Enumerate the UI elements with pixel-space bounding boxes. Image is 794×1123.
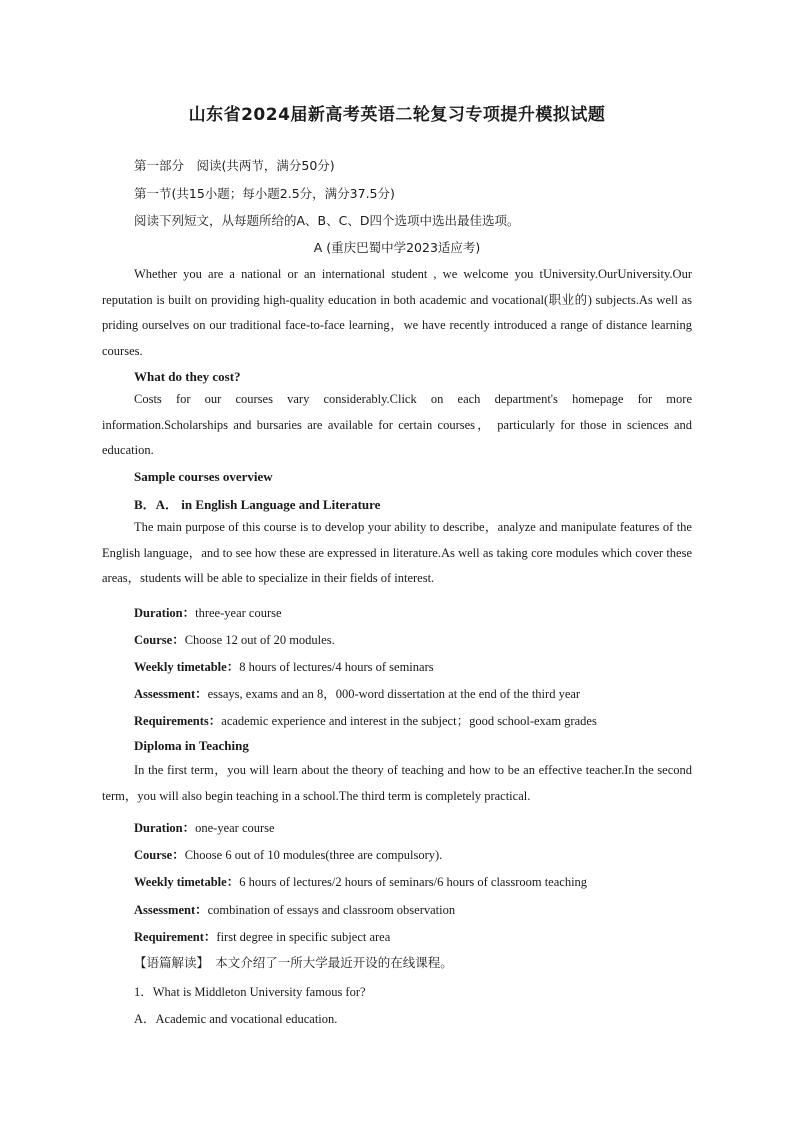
- heading-ba-course: B．A． in English Language and Literature: [134, 497, 381, 512]
- ba-requirements: Requirements：academic experience and interest in the subject；good school-exam grades: [134, 714, 597, 728]
- dip-weekly: Weekly timetable：6 hours of lectures/2 hours of seminars/6 hours of classroom teaching: [134, 875, 588, 889]
- analysis-text: 【语篇解读】 本文介绍了一所大学最近开设的在线课程。: [134, 955, 453, 970]
- paragraph-intro: Whether you are a national or an international student , we welcome you tUniversity.OurUniversity.Our reputation is built on providing high-quality education in both academic and vocational(职业的) subjects.As well as priding ourselves on our traditional face-to-face learning，we have recently introduced a range of distance learning courses.: [102, 267, 692, 358]
- question-1: 1．What is Middleton University famous for?: [134, 985, 366, 999]
- dip-assessment: Assessment：combination of essays and classroom observation: [134, 903, 456, 917]
- instruction-text: 阅读下列短文，从每题所给的A、B、C、D四个选项中选出最佳选项。: [134, 213, 520, 228]
- ba-duration: Duration：three-year course: [134, 606, 282, 620]
- dip-course: Course：Choose 6 out of 10 modules(three are compulsory).: [134, 848, 443, 862]
- part-heading: 第一部分 阅读(共两节，满分50分): [134, 158, 335, 173]
- paragraph-ba: The main purpose of this course is to develop your ability to describe，analyze and manipulate features of the English language，and to see how these are expressed in literature.As well as taking core modules which cover these areas，students will be able to specialize in their fields of interest.: [102, 520, 692, 585]
- ba-weekly: Weekly timetable：8 hours of lectures/4 hours of seminars: [134, 660, 434, 674]
- heading-diploma: Diploma in Teaching: [134, 738, 249, 753]
- ba-course: Course：Choose 12 out of 20 modules.: [134, 633, 335, 647]
- dip-duration: Duration：one-year course: [134, 821, 275, 835]
- heading-cost: What do they cost?: [134, 369, 241, 384]
- passage-label: A (重庆巴蜀中学2023适应考): [313, 240, 481, 255]
- ba-assessment: Assessment：essays, exams and an 8，000-word dissertation at the end of the third year: [134, 687, 581, 701]
- dip-requirement: Requirement：first degree in specific subject area: [134, 930, 391, 944]
- paragraph-diploma: In the first term，you will learn about the theory of teaching and how to be an effective teacher.In the second term，you will also begin teaching in a school.The third term is completely practical.: [102, 763, 692, 803]
- heading-sample-courses: Sample courses overview: [134, 469, 273, 484]
- question-1-option-a: A．Academic and vocational education.: [134, 1012, 338, 1026]
- page-title: 山东省2024届新高考英语二轮复习专项提升模拟试题: [188, 105, 606, 125]
- section-heading: 第一节(共15小题；每小题2.5分，满分37.5分): [134, 186, 395, 201]
- paragraph-cost: Costs for our courses vary considerably.Click on each department's homepage for more information.Scholarships and bursaries are available for certain courses， particularly for those in sciences and education.: [102, 392, 692, 457]
